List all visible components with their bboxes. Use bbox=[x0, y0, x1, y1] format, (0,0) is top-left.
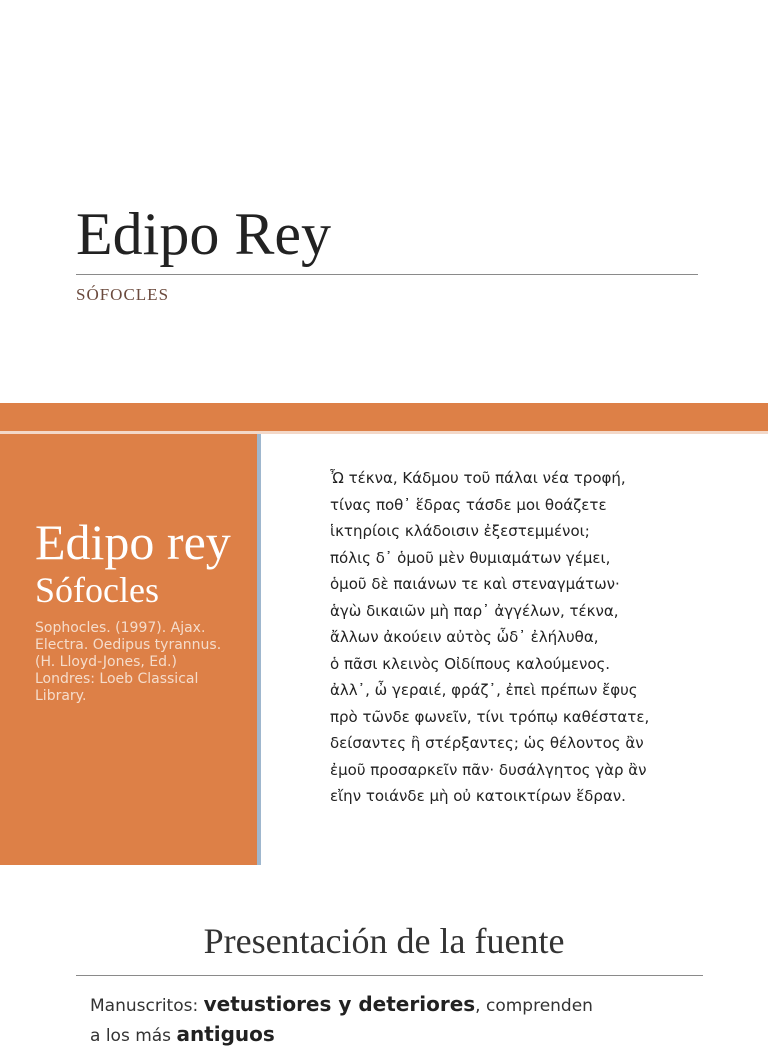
body-suffix: , comprenden bbox=[475, 996, 593, 1016]
body-text bbox=[90, 990, 690, 1050]
greek-text bbox=[330, 470, 710, 815]
slide-title: Edipo Rey bbox=[76, 201, 331, 267]
greek-line: εἴην τοιάνδε μὴ οὐ κατοικτίρων ἕδραν. bbox=[330, 787, 626, 805]
panel-subtitle: Sófocles bbox=[35, 570, 159, 610]
title-slide bbox=[0, 0, 768, 403]
greek-line: πρὸ τῶνδε φωνεῖν, τίνι τρόπῳ καθέστατε, bbox=[330, 707, 650, 726]
greek-line: δείσαντες ἢ στέρξαντες; ὡς θέλοντος ἂν bbox=[330, 734, 644, 752]
section-divider bbox=[76, 975, 703, 976]
greek-line: ἐμοῦ προσαρκεῖν πᾶν· δυσάλγητος γὰρ ἂν bbox=[330, 760, 647, 779]
greek-line: ἱκτηρίοις κλάδοισιν ἐξεστεμμένοι; bbox=[330, 522, 590, 540]
accent-band bbox=[0, 403, 768, 431]
body-prefix: Manuscritos: bbox=[90, 996, 204, 1016]
panel-title: Edipo rey bbox=[35, 514, 231, 570]
greek-line: ὁμοῦ δὲ παιάνων τε καὶ στεναγμάτων· bbox=[330, 575, 620, 593]
source-slide bbox=[0, 866, 768, 1046]
panel-edge bbox=[257, 434, 261, 865]
orange-side-panel bbox=[0, 434, 257, 865]
greek-line: ἄλλων ἀκούειν αὐτὸς ὧδ᾽ ἐλήλυθα, bbox=[330, 628, 599, 646]
body-emphasis: vetustiores y deteriores bbox=[203, 992, 476, 1016]
greek-line: ἁγὼ δικαιῶν μὴ παρ᾽ ἀγγέλων, τέκνα, bbox=[330, 601, 619, 620]
text-slide bbox=[0, 434, 768, 866]
section-title: Presentación de la fuente bbox=[203, 921, 565, 961]
body-line2-emphasis: antiguos bbox=[176, 1022, 275, 1046]
body-line2: a los más bbox=[90, 1026, 177, 1046]
greek-line: ἀλλ᾽, ὦ γεραιέ, φράζ᾽, ἐπεὶ πρέπων ἔφυς bbox=[330, 681, 638, 699]
greek-line: πόλις δ᾽ ὁμοῦ μὲν θυμιαμάτων γέμει, bbox=[330, 548, 611, 567]
citation-text: Sophocles. (1997). Ajax. Electra. Oedipus tyrannus. (H. Lloyd-Jones, Ed.) Londres: Loeb Classical Library. bbox=[35, 620, 222, 704]
greek-line: τίνας ποθ᾽ ἕδρας τάσδε μοι θοάζετε bbox=[330, 495, 607, 514]
title-divider bbox=[76, 274, 698, 275]
greek-line: ὁ πᾶσι κλεινὸς Οἰδίπους καλούμενος. bbox=[330, 654, 611, 673]
slide-subtitle: SÓFOCLES bbox=[76, 285, 170, 304]
greek-line: Ὦ τέκνα, Κάδμου τοῦ πάλαι νέα τροφή, bbox=[330, 469, 626, 487]
